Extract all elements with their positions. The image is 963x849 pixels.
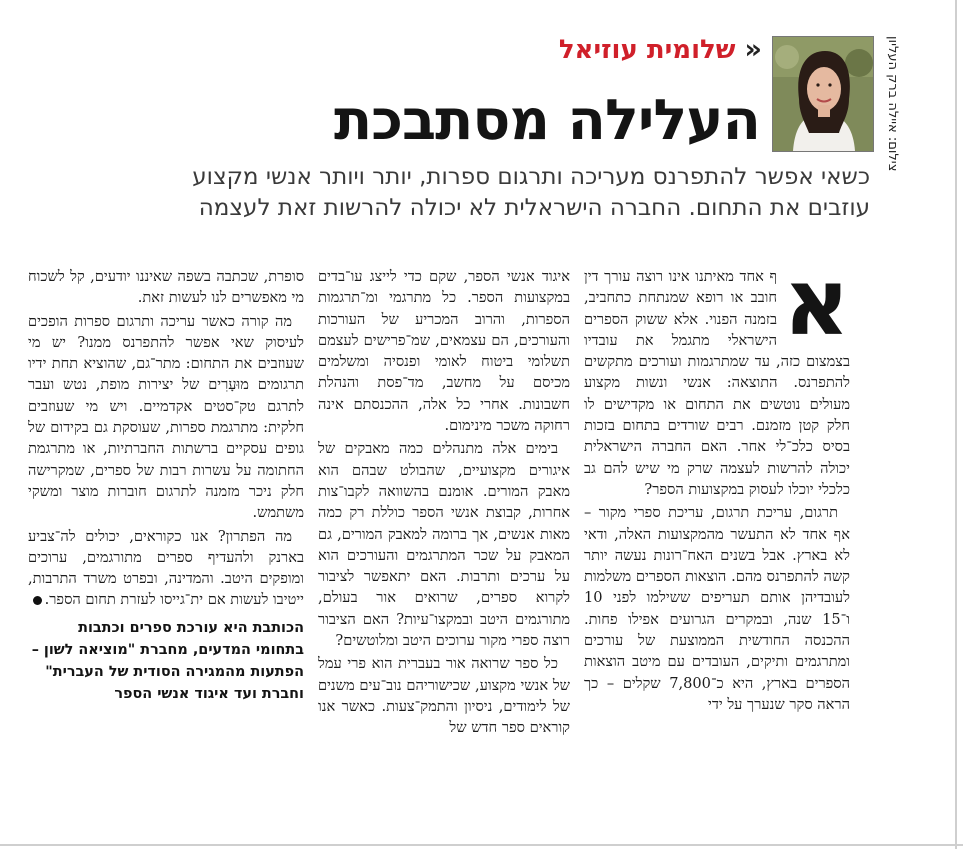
author-photo (772, 36, 874, 152)
paragraph: כל ספר שרואה אור בעברית הוא פרי עמל של אנשי מקצוע, שכישוריהם נוב־עים משנים של לימודים, ניסיון והתמק־צעות. כאשר אנו קוראים ספר חדש של (318, 655, 570, 737)
page-edge-right (955, 0, 957, 849)
end-mark-icon (33, 596, 42, 605)
subheadline (60, 162, 870, 232)
page-edge-bottom (0, 844, 963, 846)
author-byline (470, 34, 762, 66)
paragraph: סופרת, שכתבה בשפה שאיננו יודעים, קל לשכוח מי מאפשרים לנו לעשות זאת. (28, 268, 304, 307)
paragraph: ף אחד מאיתנו אינו רוצה עורך דין חובב או רופא שמנתחת כתחביב, בזמנה הפנוי. אלא ששוק הספרים הישראלי מתגמל את עובדיו בצמצום כזה, עד שמתרגמות ועורכים מתקשים להתפרנס. התוצאה: אנשי ונשות מקצוע מעולים נוטשים את התחום או מקדישים לו חלק קטן מזמנם. רבים שורדים בתחום בזכות בסיס כלכ־לי אחר. האם החברה הישראלית יכולה להרשות לעצמה שרק מי שיש להם גב כלכלי יוכלו לעסוק במקצועות הספר? (584, 268, 850, 498)
headline: העלילה מסתבכת (334, 88, 760, 153)
subheadline-line: עוזבים את התחום. החברה הישראלית לא יכולה להרשות זאת לעצמה (198, 195, 870, 221)
author-name: שלומית עוזיאל (558, 35, 736, 65)
author-bio: הכותבת היא עורכת ספרים וכתבות בתחומי המדעים, מחברת "מוציאה לשון – הפתעות מהמגירה הסודית של העברית" וחברת ועד איגוד אנשי הספר (31, 619, 304, 702)
paragraph: איגוד אנשי הספר, שקם כדי לייצג עו־בדים במקצועות הספר. כל מתרגמי ומ־תרגמות הספרות, והרוב המכריע של העורכות והעורכים, הם עצמאים, שמ־פרישים לעצמם תשלומי ביטוח לאומי ופנסיה ומשלמים מכיסם על מחשב, מד־פסת והנהלת חשבונות. אחרי כל אלה, ההכנסתם אינה רחוקה משכר מינימום. (318, 268, 570, 435)
paragraph-text: מה הפתרון? אנו כקוראים, יכולים לה־צביע בארנק ולהעדיף ספרים מתורגמים, ערוכים ומופקים היטב. והמדינה, ובפרט משרד התרבות, ייטיבו לעשות אם ית־גייסו לעזרת תחום הספר. (28, 527, 304, 609)
subheadline-line: כשאי אפשר להתפרנס מעריכה ותרגום ספרות, יותר ויותר אנשי מקצוע (192, 164, 870, 190)
paragraph-final (28, 526, 304, 611)
drop-cap: א (783, 266, 850, 356)
article-column-2 (318, 266, 570, 842)
paragraph: בימים אלה מתנהלים כמה מאבקים של איגורים מקצועיים, שהבולט שבהם הוא מאבק המורים. אומנם בהשוואה לקבו־צות אחרות, קבוצת אנשי הספר כוללת רק כמה מאות אנשים, אך ברומה למאבק המורים, גם המאבק על שכר המתרגמים והעורכים הוא על ערכים ותרבות. האם יתאפשר לציבור לקרוא ספרים, שרואים אור בעולם, מתורגמים היטב ובמקצו־עיות? האם הציבור רוצה ספרי מקור ערוכים היטב ומלוטשים? (318, 440, 570, 650)
byline-arrow-icon: « (744, 34, 762, 65)
paragraph: תרגום, עריכת תרגום, עריכת ספרי מקור – אף אחד לא התעשר מהמקצועות האלה, ודאי לא בארץ. אבל בשנים האח־רונות נעשה יותר קשה להתפרנס מהם. הוצאות הספרים משלמות לעובדיהן אותם תעריפים ששילמו לפני 10 ו־15 שנה, ובמקרים הגרועים אפילו פחות. ההכנסה החודשית הממוצעת של עורכים ומתרגמים ותיקים, העובדים עם מיטב הוצאות הספרים בארץ, היא כ־7,800 שקלים – כך הראה סקר שנערך על ידי (584, 504, 850, 713)
article-column-1 (584, 266, 850, 842)
article-column-3 (28, 266, 304, 842)
paragraph: מה קורה כאשר עריכה ותרגום ספרות הופכים לעיסוק שאי אפשר להתפרנס ממנו? יש מי שעוזבים את התחום: מתר־גם, שהוציא תחת ידיו תרגומים מוּעָרִים של יצירות מופת, נטש ועבר לתרגם טק־סטים אקדמיים. ויש מי שעוזבים חלקית: מתרגמת ספרות, שעוסקת גם בקידום של גופים עסקיים ברשתות החברתיות, או מתרגמת החתומה על עשרות רבות של ספרים, שמקרישה חלק ניכר מזמנה לתרגום חוברות מוצר ומשקי משתמש. (28, 312, 304, 522)
photo-credit: צילום: איילה ברק העליון (885, 36, 900, 172)
